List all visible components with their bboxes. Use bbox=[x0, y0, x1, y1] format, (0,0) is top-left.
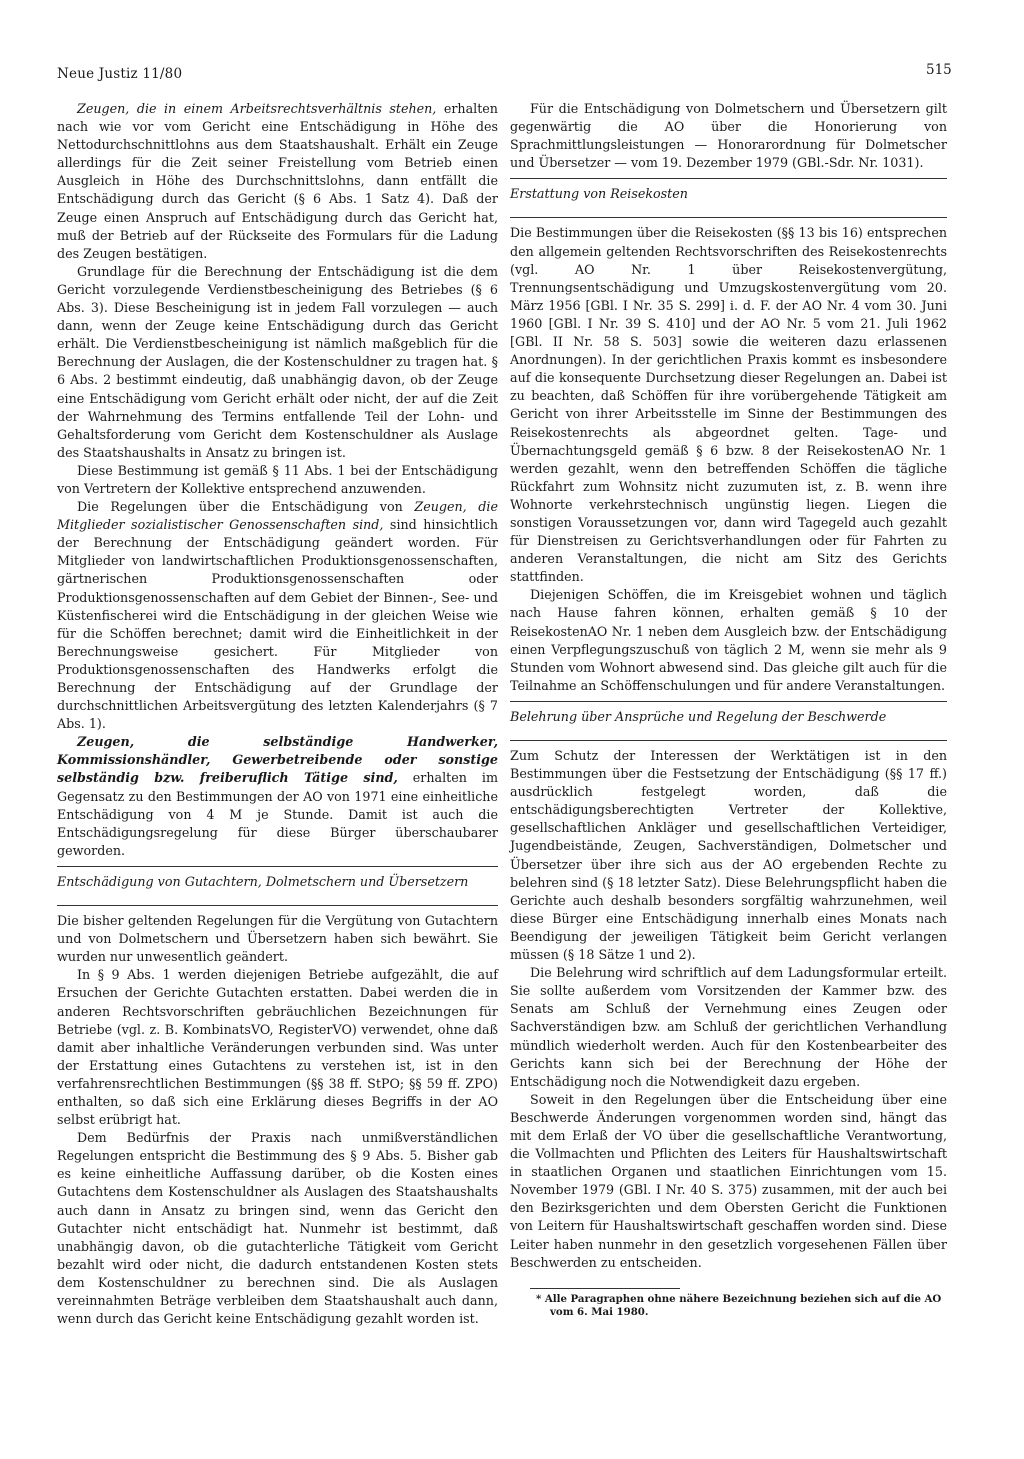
section-divider bbox=[510, 217, 947, 218]
paragraph: Diese Bestimmung ist gemäß § 11 Abs. 1 bei der Entschädigung von Vertretern der Kollektive entsprechend anzuwenden. bbox=[57, 462, 498, 496]
running-head: Neue Justiz 11/80 bbox=[57, 66, 183, 82]
paragraph: Die Bestimmungen über die Reisekosten (§§ 13 bis 16) entsprechen den allgemein geltenden Rechtsvorschriften des Reisekostenrechts (vgl. AO Nr. 1 über Reisekostenvergütung, Trennungsentschädigung und Umzugskostenvergütung vom 20. März 1956 [GBl. I Nr. 35 S. 299] i. d. F. der AO Nr. 4 vom 30. Juni 1960 [GBl. I Nr. 39 S. 410] und der AO Nr. 5 vom 21. Juli 1962 [GBl. II Nr. 58 S. 503] sowie die weiteren dazu erlassenen Anordnungen). In der gerichtlichen Praxis kommt es insbesondere auf die konsequente Durchsetzung dieser Regelungen an. Dabei ist zu beachten, daß Schöffen für ihre vorübergehende Tätigkeit am Gericht von ihrer Arbeitsstelle im Sinne der Bestimmungen des Reisekostenrechts als abgeordnet gelten. Tage- und Übernachtungsgeld gemäß § 6 bzw. 8 der ReisekostenAO Nr. 1 werden gezahlt, wenn den betreffenden Schöffen die tägliche Rückfahrt zum Wohnsitz nicht zuzumuten ist, z. B. wenn ihre Wohnorte verkehrstechnisch ungünstig liegen. Liegen die sonstigen Voraussetzungen vor, dann wird Tagegeld auch gezahlt für Dienstreisen zu Gerichtsverhandlungen oder für Fahrten zu anderen Veranstaltungen, die nicht am Sitz des Gerichts stattfinden. bbox=[510, 225, 947, 585]
section-divider bbox=[57, 905, 498, 906]
paragraph: Die Regelungen über die Entschädigung von Zeugen, die Mitglieder sozialistischer Genossenschaften sind, sind hinsichtlich der Berechnung der Entschädigung geändert worden. Für Mitglieder von landwirtschaftlichen Produktionsgenossenschaften, gärtnerischen Produktionsgenossenschaften oder Produktionsgenossenschaften auf dem Gebiet der Binnen-, See- und Küstenfischerei wird die Entschädigung in der gleichen Weise wie für die Schöffen berechnet; damit wird die Einheitlichkeit in der Berechnungsweise gesichert. Für Mitglieder von Produktionsgenossenschaften des Handwerks erfolgt die Berechnung der Entschädigung auf der Grundlage der durchschnittlichen Arbeitsvergütung des letzten Kalenderjahrs (§ 7 Abs. 1). bbox=[57, 499, 498, 732]
page-number: 515 bbox=[926, 62, 952, 78]
paragraph: In § 9 Abs. 1 werden diejenigen Betriebe aufgezählt, die auf Ersuchen der Gerichte Gutachten erstatten. Dabei werden die in anderen Rechtsvorschriften gebräuchlichen Bezeichnungen für Betriebe (vgl. z. B. KombinatsVO, RegisterVO) verwendet, ohne daß damit aber inhaltliche Veränderungen verbunden sind. Was unter der Erstattung eines Gutachtens zu verstehen ist, ist in den verfahrensrechtlichen Bestimmungen (§§ 38 ff. StPO; §§ 59 ff. ZPO) enthalten, so daß sich eine Erklärung dieses Begriffs in der AO selbst erübrigt hat. bbox=[57, 967, 498, 1128]
paragraph: Die Belehrung wird schriftlich auf dem Ladungsformular erteilt. Sie sollte außerdem vom Vorsitzenden der Kammer bzw. des Senats am Schluß der Vernehmung eines Zeugen oder Sachverständigen bzw. am Schluß der gerichtlichen Verhandlung mündlich wiederholt werden. Auch für den Kostenbearbeiter des Gerichts kann sich bei der Berechnung der Höhe der Entschädigung noch die Notwendigkeit dazu ergeben. bbox=[510, 965, 947, 1089]
section-divider bbox=[510, 701, 947, 702]
section-heading: Belehrung über Ansprüche und Regelung der Beschwerde bbox=[510, 708, 887, 724]
left-column bbox=[57, 100, 498, 1328]
section-divider bbox=[57, 866, 498, 867]
section-heading: Erstattung von Reisekosten bbox=[510, 186, 688, 202]
lead-phrase: Zeugen, die selbständige Handwerker, Kommissionshändler, Gewerbetreibende oder sonstige selbständig bzw. freiberuflich Tätige sind, bbox=[57, 734, 498, 786]
footnote: * Alle Paragraphen ohne nähere Bezeichnung beziehen sich auf die AO vom 6. Mai 1980. bbox=[536, 1292, 942, 1318]
paragraph: Grundlage für die Berechnung der Entschädigung ist die dem Gericht vorzulegende Verdienstbescheinigung des Betriebes (§ 6 Abs. 3). Diese Bescheinigung ist in jedem Fall vorzulegen — auch dann, wenn der Zeuge keine Entschädigung durch das Gericht erhält. Die Verdienstbescheinigung ist nämlich maßgeblich für die Berechnung der Auslagen, die der Kostenschuldner zu tragen hat. § 6 Abs. 2 bestimmt eindeutig, daß unabhängig davon, ob der Zeuge eine Entschädigung vom Gericht erhält oder nicht, der auf die Zeit der Wahrnehmung des Termins entfallende Teil der Lohn- und Gehaltsforderung vom Gericht dem Kostenschuldner als Auslage des Staatshaushalts in Ansatz zu bringen ist. bbox=[57, 263, 498, 460]
right-column bbox=[510, 100, 947, 1319]
paragraph: Zeugen, die selbständige Handwerker, Kommissionshändler, Gewerbetreibende oder sonstige selbständig bzw. freiberuflich Tätige sind, erhalten im Gegensatz zu den Bestimmungen der AO von 1971 eine einheitliche Entschädigung von 4 M je Stunde. Damit ist auch die Entschädigungsregelung für diese Bürger überschaubarer geworden. bbox=[57, 734, 498, 858]
paragraph: Die bisher geltenden Regelungen für die Vergütung von Gutachtern und von Dolmetschern und Übersetzern haben sich bewährt. Sie wurden nur unwesentlich geändert. bbox=[57, 913, 498, 965]
section-divider bbox=[510, 740, 947, 741]
paragraph: Dem Bedürfnis der Praxis nach unmißverständlichen Regelungen entspricht die Bestimmung des § 9 Abs. 5. Bisher gab es keine einheitliche Auffassung darüber, ob die Kosten eines Gutachtens dem Kostenschuldner als Auslagen des Staatshaushalts auch dann in Ansatz zu bringen sind, wenn das Gericht den Gutachter nicht entschädigt hat. Nunmehr ist bestimmt, daß unabhängig davon, ob die gutachterliche Tätigkeit vom Gericht bezahlt wird oder nicht, die dadurch entstandenen Kosten stets dem Kostenschuldner zu berechnen sind. Die als Auslagen vereinnahmten Beträge verbleiben dem Staatshaushalt auch dann, wenn durch das Gericht keine Entschädigung gezahlt worden ist. bbox=[57, 1130, 498, 1327]
paragraph: Zum Schutz der Interessen der Werktätigen ist in den Bestimmungen über die Festsetzung der Entschädigung (§§ 17 ff.) ausdrücklich festgelegt worden, daß die entschädigungsberechtigten Vertreter der Kollektive, gesellschaftlichen Ankläger und gesellschaftlichen Verteidiger, Jugendbeistände, Zeugen, Sachverständigen, Dolmetscher und Übersetzer über ihre sich aus der AO ergebenden Rechte zu belehren sind (§ 18 letzter Satz). Diese Belehrungspflicht haben die Gerichte auch deshalb besonders sorgfältig wahrzunehmen, weil diese Bürger eine Entschädigung innerhalb eines Monats nach Beendigung der jeweiligen Tätigkeit beim Gericht verlangen müssen (§ 18 Sätze 1 und 2). bbox=[510, 748, 947, 963]
footnote-divider bbox=[530, 1288, 680, 1289]
emphasis: Zeugen, die Mitglieder sozialistischer Genossenschaften sind, bbox=[57, 499, 498, 533]
lead-phrase: Zeugen, die in einem Arbeitsrechtsverhältnis stehen, bbox=[77, 101, 437, 116]
paragraph: Zeugen, die in einem Arbeitsrechtsverhältnis stehen, erhalten nach wie vor vom Gericht eine Entschädigung in Höhe des Nettodurchschnittlohns aus dem Staatshaushalt. Erhält ein Zeuge allerdings für die Zeit seiner Freistellung vom Betrieb einen Ausgleich in Höhe des Durchschnittslohns, dann entfällt die Entschädigung durch das Gericht (§ 6 Abs. 1 Satz 4). Daß der Zeuge einen Anspruch auf Entschädigung durch das Gericht hat, muß der Betrieb auf der Rückseite des Formulars für die Ladung des Zeugen bestätigen. bbox=[57, 101, 498, 261]
paragraph: Für die Entschädigung von Dolmetschern und Übersetzern gilt gegenwärtig die AO über die Honorierung von Sprachmittlungsleistungen — Honorarordnung für Dolmetscher und Übersetzer — vom 19. Dezember 1979 (GBl.-Sdr. Nr. 1031). bbox=[510, 101, 947, 171]
paragraph: Diejenigen Schöffen, die im Kreisgebiet wohnen und täglich nach Hause fahren können, erhalten gemäß § 10 der ReisekostenAO Nr. 1 neben dem Ausgleich bzw. der Entschädigung einen Verpflegungszuschuß von täglich 2 M, wenn sie mehr als 9 Stunden vom Wohnort abwesend sind. Das gleiche gilt auch für die Teilnahme an Schöffenschulungen und für andere Veranstaltungen. bbox=[510, 587, 947, 693]
paragraph: Soweit in den Regelungen über die Entscheidung über eine Beschwerde Änderungen vorgenommen worden sind, hängt das mit dem Erlaß der VO über die gesellschaftliche Verantwortung, die Vollmachten und Pflichten des Leiters für Haushaltswirtschaft in staatlichen Organen und staatlichen Einrichtungen vom 15. November 1979 (GBl. I Nr. 40 S. 375) zusammen, mit der auch bei den Bezirksgerichten und dem Obersten Gericht die Funktionen von Leitern für Haushaltswirtschaft geschaffen worden sind. Diese Leiter haben nunmehr in den gesetzlich vorgesehenen Fällen über Beschwerden zu entscheiden. bbox=[510, 1091, 947, 1270]
section-divider bbox=[510, 178, 947, 179]
section-heading: Entschädigung von Gutachtern, Dolmetschern und Übersetzern bbox=[57, 873, 469, 889]
